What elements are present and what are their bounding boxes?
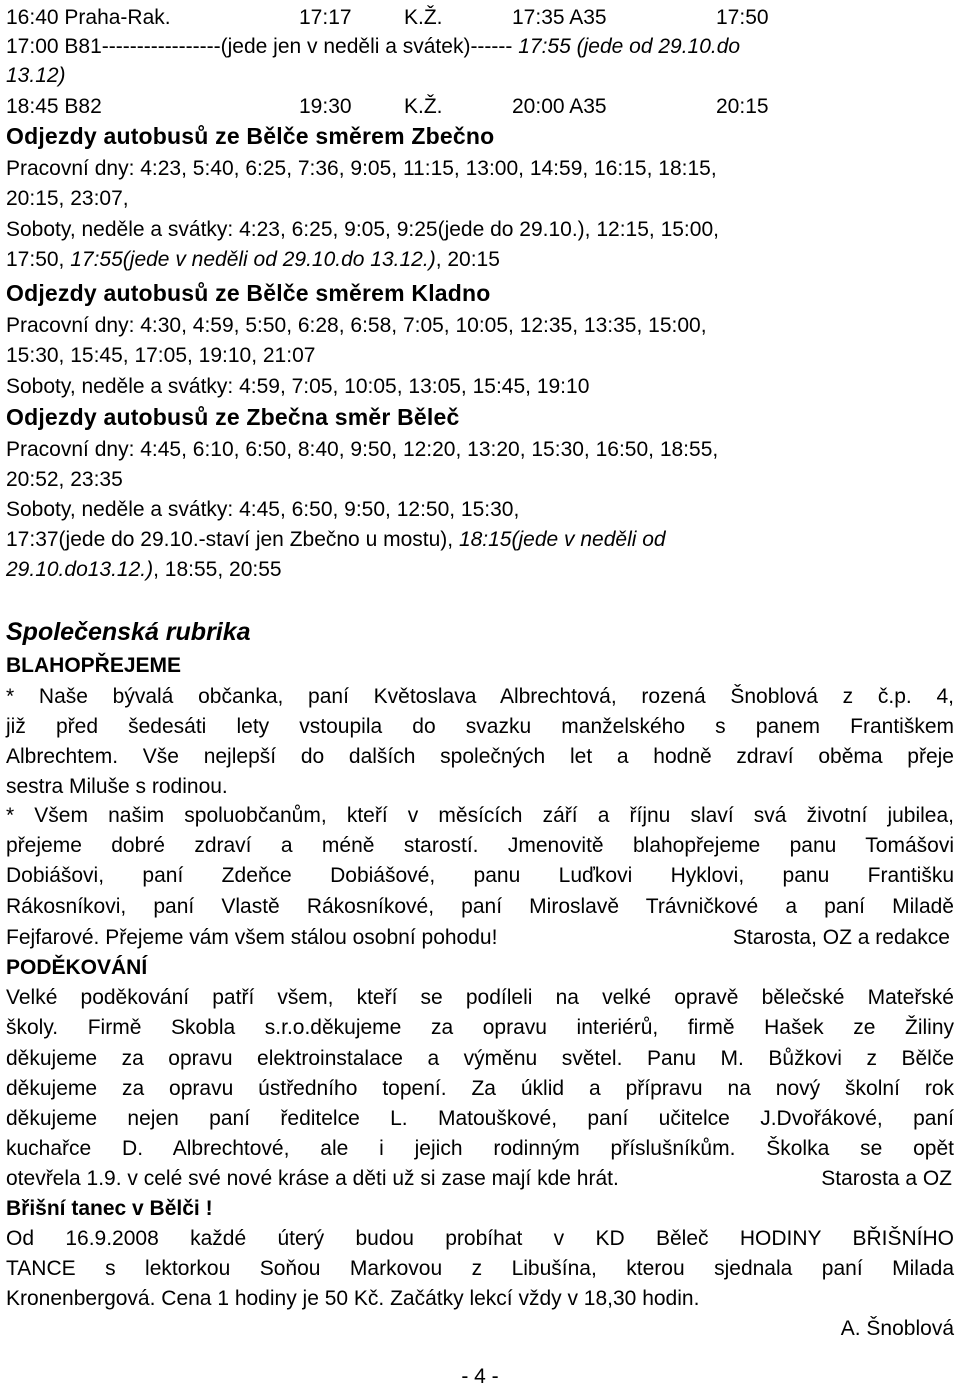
schedule-text: , 20:15 — [435, 248, 500, 271]
timetable-cell: 20:15 — [716, 95, 769, 118]
signature: Starosta, OZ a redakce — [732, 926, 950, 949]
paragraph-line: TANCE s lektorkou Soňou Markovou z Libušína, kterou sjednala paní Milada — [6, 1257, 954, 1280]
paragraph-line: přejeme dobré zdraví a méně starostí. Jmenovitě blahopřejeme panu Tomášovi — [6, 834, 954, 857]
timetable-cell: 16:40 Praha-Rak. — [6, 6, 171, 29]
paragraph-line — [6, 924, 954, 952]
schedule-note: 17:55(jede v neděli od 29.10.do 13.12.) — [70, 248, 436, 271]
paragraph-line: školy. Firmě Skobla s.r.o.děkujeme za opravu interiérů, firmě Hašek ze Žiliny — [6, 1016, 954, 1039]
paragraph-line: Kronenbergová. Cena 1 hodiny je 50 Kč. Začátky lekcí vždy v 18,30 hodin. — [6, 1287, 700, 1310]
paragraph-line: kuchařce D. Albrechtové, ale i jejich rodinným příslušníkům. Školka se opět — [6, 1137, 954, 1160]
section-heading: Odjezdy autobusů ze Zbečna směr Běleč — [6, 404, 460, 430]
paragraph-line: děkujeme nejen paní ředitelce L. Matouškové, paní učitelce J.Dvořákové, paní — [6, 1107, 954, 1130]
schedule-line: Soboty, neděle a svátky: 4:23, 6:25, 9:05, 9:25(jede do 29.10.), 12:15, 15:00, — [6, 218, 719, 241]
paragraph-text: otevřela 1.9. v celé své nové kráse a děti už si zase mají kde hrát. — [6, 1167, 619, 1190]
timetable-cell: 20:00 A35 — [512, 95, 607, 118]
schedule-line: 15:30, 15:45, 17:05, 19:10, 21:07 — [6, 344, 316, 367]
timetable-cell: 17:17 — [299, 6, 352, 29]
subsection-heading: Břišní tanec v Bělči ! — [6, 1197, 213, 1220]
timetable-cell: K.Ž. — [404, 6, 443, 29]
timetable-cell: 18:45 B82 — [6, 95, 102, 118]
subsection-heading: BLAHOPŘEJEME — [6, 654, 182, 677]
timetable-note: 17:55 (jede od 29.10.do — [518, 35, 741, 58]
paragraph-line: Od 16.9.2008 každé úterý budou probíhat v KD Běleč HODINY BŘIŠNÍHO — [6, 1227, 954, 1250]
schedule-line: 20:15, 23:07, — [6, 187, 129, 210]
schedule-text: , 18:55, 20:55 — [153, 558, 282, 581]
paragraph-line: Dobiášovi, paní Zdeňce Dobiášové, panu Luďkovi Hyklovi, panu Františku — [6, 864, 954, 887]
schedule-line — [6, 526, 954, 554]
timetable-row — [6, 33, 954, 61]
schedule-line: Soboty, neděle a svátky: 4:45, 6:50, 9:50, 12:50, 15:30, — [6, 498, 520, 521]
section-heading: Odjezdy autobusů ze Bělče směrem Zbečno — [6, 123, 495, 149]
paragraph-line: již před šedesáti lety vstoupila do svazku manželského s panem Františkem — [6, 715, 954, 738]
subsection-heading: PODĚKOVÁNÍ — [6, 956, 148, 979]
paragraph-line: Albrechtem. Vše nejlepší do dalších společných let a hodně zdraví oběma přeje — [6, 745, 954, 768]
page-number: - 4 - — [461, 1365, 499, 1388]
timetable-cell: 17:35 A35 — [512, 6, 607, 29]
paragraph-line: děkujeme za opravu ústředního topení. Za úklid a přípravu na nový školní rok — [6, 1077, 954, 1100]
paragraph-text: Fejfarové. Přejeme vám všem stálou osobní pohodu! — [6, 926, 498, 949]
schedule-line: 20:52, 23:35 — [6, 468, 123, 491]
signature: Starosta a OZ — [821, 1167, 952, 1190]
schedule-text: 17:50, — [6, 248, 71, 271]
paragraph-line: děkujeme za opravu elektroinstalace a výměnu světel. Panu M. Bůžkovi z Bělče — [6, 1047, 954, 1070]
paragraph-line: * Naše bývalá občanka, paní Květoslava Albrechtová, rozená Šnoblová z č.p. 4, — [6, 685, 954, 708]
paragraph-line: Velké poděkování patří všem, kteří se podíleli na velké opravě bělečské Mateřské — [6, 986, 954, 1009]
schedule-line — [6, 556, 954, 584]
paragraph-line: sestra Miluše s rodinou. — [6, 775, 228, 798]
signature: A. Šnoblová — [840, 1317, 954, 1340]
schedule-line: Pracovní dny: 4:30, 4:59, 5:50, 6:28, 6:58, 7:05, 10:05, 12:35, 13:35, 15:00, — [6, 314, 707, 337]
section-title: Společenská rubrika — [6, 618, 251, 646]
section-heading: Odjezdy autobusů ze Bělče směrem Kladno — [6, 280, 491, 306]
timetable-cell: 19:30 — [299, 95, 352, 118]
schedule-line — [6, 246, 954, 274]
schedule-text: 17:37(jede do 29.10.-staví jen Zbečno u mostu), — [6, 528, 459, 551]
schedule-note: 29.10.do13.12.) — [6, 558, 154, 581]
paragraph-line: * Všem našim spoluobčanům, kteří v měsících září a říjnu slaví svá životní jubilea, — [6, 804, 954, 827]
timetable-text: 17:00 B81-----------------(jede jen v neděli a svátek)------ — [6, 35, 519, 58]
schedule-line: Pracovní dny: 4:23, 5:40, 6:25, 7:36, 9:05, 11:15, 13:00, 14:59, 16:15, 18:15, — [6, 157, 717, 180]
paragraph-line — [6, 1165, 954, 1193]
schedule-line: Pracovní dny: 4:45, 6:10, 6:50, 8:40, 9:50, 12:20, 13:20, 15:30, 16:50, 18:55, — [6, 438, 719, 461]
timetable-cell: 17:50 — [716, 6, 769, 29]
timetable-row: 13.12) — [6, 64, 66, 87]
paragraph-line: Rákosníkovi, paní Vlastě Rákosníkové, paní Miroslavě Trávničkové a paní Miladě — [6, 895, 954, 918]
timetable-cell: K.Ž. — [404, 95, 443, 118]
schedule-line: Soboty, neděle a svátky: 4:59, 7:05, 10:05, 13:05, 15:45, 19:10 — [6, 375, 590, 398]
schedule-note: 18:15(jede v neděli od — [458, 528, 666, 551]
